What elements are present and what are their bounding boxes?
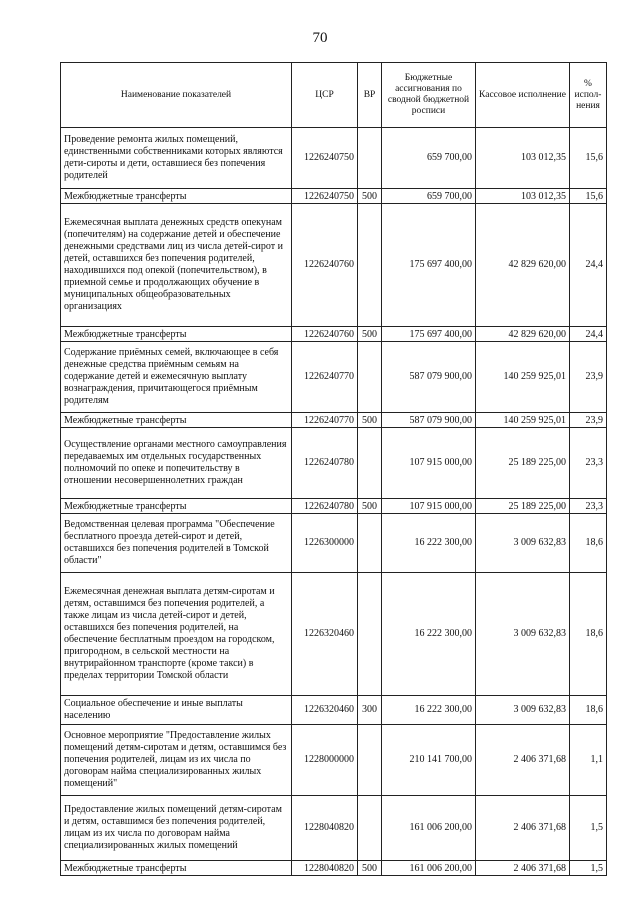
row-budget: 210 141 700,00: [382, 725, 476, 796]
row-vr: [358, 573, 382, 696]
row-cash: 42 829 620,00: [476, 204, 570, 327]
row-name: Межбюджетные трансферты: [61, 327, 292, 342]
row-cash: 42 829 620,00: [476, 327, 570, 342]
row-budget: 161 006 200,00: [382, 796, 476, 861]
row-vr: [358, 342, 382, 413]
table-row: [61, 342, 607, 413]
row-cash: 3 009 632,83: [476, 573, 570, 696]
row-budget: 175 697 400,00: [382, 204, 476, 327]
row-cash: 3 009 632,83: [476, 696, 570, 725]
row-cash: 2 406 371,68: [476, 725, 570, 796]
row-budget: 659 700,00: [382, 128, 476, 189]
row-pct: 1,5: [570, 796, 607, 861]
table-row: [61, 725, 607, 796]
table-row: [61, 514, 607, 573]
row-pct: 15,6: [570, 189, 607, 204]
row-budget: 587 079 900,00: [382, 413, 476, 428]
table-row: [61, 796, 607, 861]
row-budget: 16 222 300,00: [382, 514, 476, 573]
row-budget: 107 915 000,00: [382, 499, 476, 514]
row-csr: 1226240780: [292, 499, 358, 514]
row-budget: 16 222 300,00: [382, 696, 476, 725]
table-row: [61, 696, 607, 725]
row-name: Социальное обеспечение и иные выплаты населению: [61, 696, 292, 725]
row-pct: 24,4: [570, 204, 607, 327]
row-cash: 140 259 925,01: [476, 413, 570, 428]
row-budget: 175 697 400,00: [382, 327, 476, 342]
table-header-row: [61, 63, 607, 128]
table-row: [61, 573, 607, 696]
row-csr: 1226240760: [292, 327, 358, 342]
row-budget: 107 915 000,00: [382, 428, 476, 499]
header-pct: % испол-нения: [570, 63, 607, 128]
header-csr: ЦСР: [292, 63, 358, 128]
table-row: [61, 128, 607, 189]
row-name: Межбюджетные трансферты: [61, 861, 292, 876]
table-row: [61, 189, 607, 204]
row-csr: 1226240770: [292, 342, 358, 413]
row-csr: 1226240760: [292, 204, 358, 327]
table-row: [61, 861, 607, 876]
row-vr: 500: [358, 413, 382, 428]
row-csr: 1226320460: [292, 696, 358, 725]
row-vr: 500: [358, 327, 382, 342]
table-row: [61, 204, 607, 327]
row-csr: 1228040820: [292, 796, 358, 861]
header-cash: Кассовое исполнение: [476, 63, 570, 128]
row-name: Осуществление органами местного самоуправления передаваемых им отдельных государственных полномочий по опеке и попечительству в отношении несовершеннолетних граждан: [61, 428, 292, 499]
row-vr: [358, 428, 382, 499]
row-csr: 1226300000: [292, 514, 358, 573]
row-name: Основное мероприятие "Предоставление жилых помещений детям-сиротам и детям, оставшимся без попечения родителей, лицам из их числа по договорам найма специализированных жилых помещений": [61, 725, 292, 796]
row-pct: 23,3: [570, 499, 607, 514]
row-csr: 1226320460: [292, 573, 358, 696]
row-cash: 25 189 225,00: [476, 499, 570, 514]
row-vr: 300: [358, 696, 382, 725]
row-csr: 1226240770: [292, 413, 358, 428]
row-budget: 161 006 200,00: [382, 861, 476, 876]
row-cash: 3 009 632,83: [476, 514, 570, 573]
row-budget: 587 079 900,00: [382, 342, 476, 413]
row-cash: 103 012,35: [476, 189, 570, 204]
row-name: Ведомственная целевая программа "Обеспечение бесплатного проезда детей-сирот и детей, оставшихся без попечения родителей в Томской области": [61, 514, 292, 573]
row-pct: 18,6: [570, 573, 607, 696]
row-cash: 2 406 371,68: [476, 796, 570, 861]
row-csr: 1228000000: [292, 725, 358, 796]
row-pct: 1,5: [570, 861, 607, 876]
row-pct: 23,9: [570, 413, 607, 428]
row-pct: 23,3: [570, 428, 607, 499]
row-vr: [358, 796, 382, 861]
row-pct: 23,9: [570, 342, 607, 413]
row-vr: 500: [358, 861, 382, 876]
row-vr: 500: [358, 189, 382, 204]
header-budget: Бюджетные ассигнования по сводной бюджетной росписи: [382, 63, 476, 128]
row-vr: [358, 128, 382, 189]
row-cash: 25 189 225,00: [476, 428, 570, 499]
table-row: [61, 499, 607, 514]
row-csr: 1228040820: [292, 861, 358, 876]
budget-execution-table: [60, 62, 607, 876]
table-row: [61, 428, 607, 499]
row-pct: 1,1: [570, 725, 607, 796]
row-cash: 2 406 371,68: [476, 861, 570, 876]
row-name: Ежемесячная выплата денежных средств опекунам (попечителям) на содержание детей и обеспечение денежными средствами лиц из числа детей-сирот и детей, оставшихся без попечения родителей, находившихся под опекой (попечительством), в приемной семье и продолжающих обучение в муниципальных общеобразовательных организациях: [61, 204, 292, 327]
row-budget: 659 700,00: [382, 189, 476, 204]
table-row: [61, 327, 607, 342]
row-csr: 1226240750: [292, 128, 358, 189]
page-number: 70: [312, 30, 328, 46]
row-pct: 15,6: [570, 128, 607, 189]
row-csr: 1226240750: [292, 189, 358, 204]
row-name: Межбюджетные трансферты: [61, 189, 292, 204]
row-budget: 16 222 300,00: [382, 573, 476, 696]
row-pct: 24,4: [570, 327, 607, 342]
row-name: Содержание приёмных семей, включающее в себя денежные средства приёмным семьям на содержание детей и ежемесячную выплату вознаграждения, причитающегося приёмным родителям: [61, 342, 292, 413]
row-pct: 18,6: [570, 514, 607, 573]
row-name: Предоставление жилых помещений детям-сиротам и детям, оставшимся без попечения родителей, лицам из их числа по договорам найма специализированных жилых помещений: [61, 796, 292, 861]
header-vr: ВР: [358, 63, 382, 128]
row-cash: 103 012,35: [476, 128, 570, 189]
row-pct: 18,6: [570, 696, 607, 725]
row-name: Проведение ремонта жилых помещений, единственными собственниками которых являются дети-сироты и дети, оставшиеся без попечения родителей: [61, 128, 292, 189]
row-name: Ежемесячная денежная выплата детям-сиротам и детям, оставшимся без попечения родителей, а также лицам из числа детей-сирот и детей, оставшихся без попечения родителей, на обеспечение бесплатным проездом на городском, пригородном, в сельской местности на внутрирайонном транспорте (кроме такси) в пределах территории Томской области: [61, 573, 292, 696]
row-csr: 1226240780: [292, 428, 358, 499]
row-vr: [358, 514, 382, 573]
row-vr: [358, 204, 382, 327]
table-body: [61, 128, 607, 876]
header-name: Наименование показателей: [61, 63, 292, 128]
row-name: Межбюджетные трансферты: [61, 413, 292, 428]
row-vr: [358, 725, 382, 796]
row-vr: 500: [358, 499, 382, 514]
row-name: Межбюджетные трансферты: [61, 499, 292, 514]
table-row: [61, 413, 607, 428]
row-cash: 140 259 925,01: [476, 342, 570, 413]
